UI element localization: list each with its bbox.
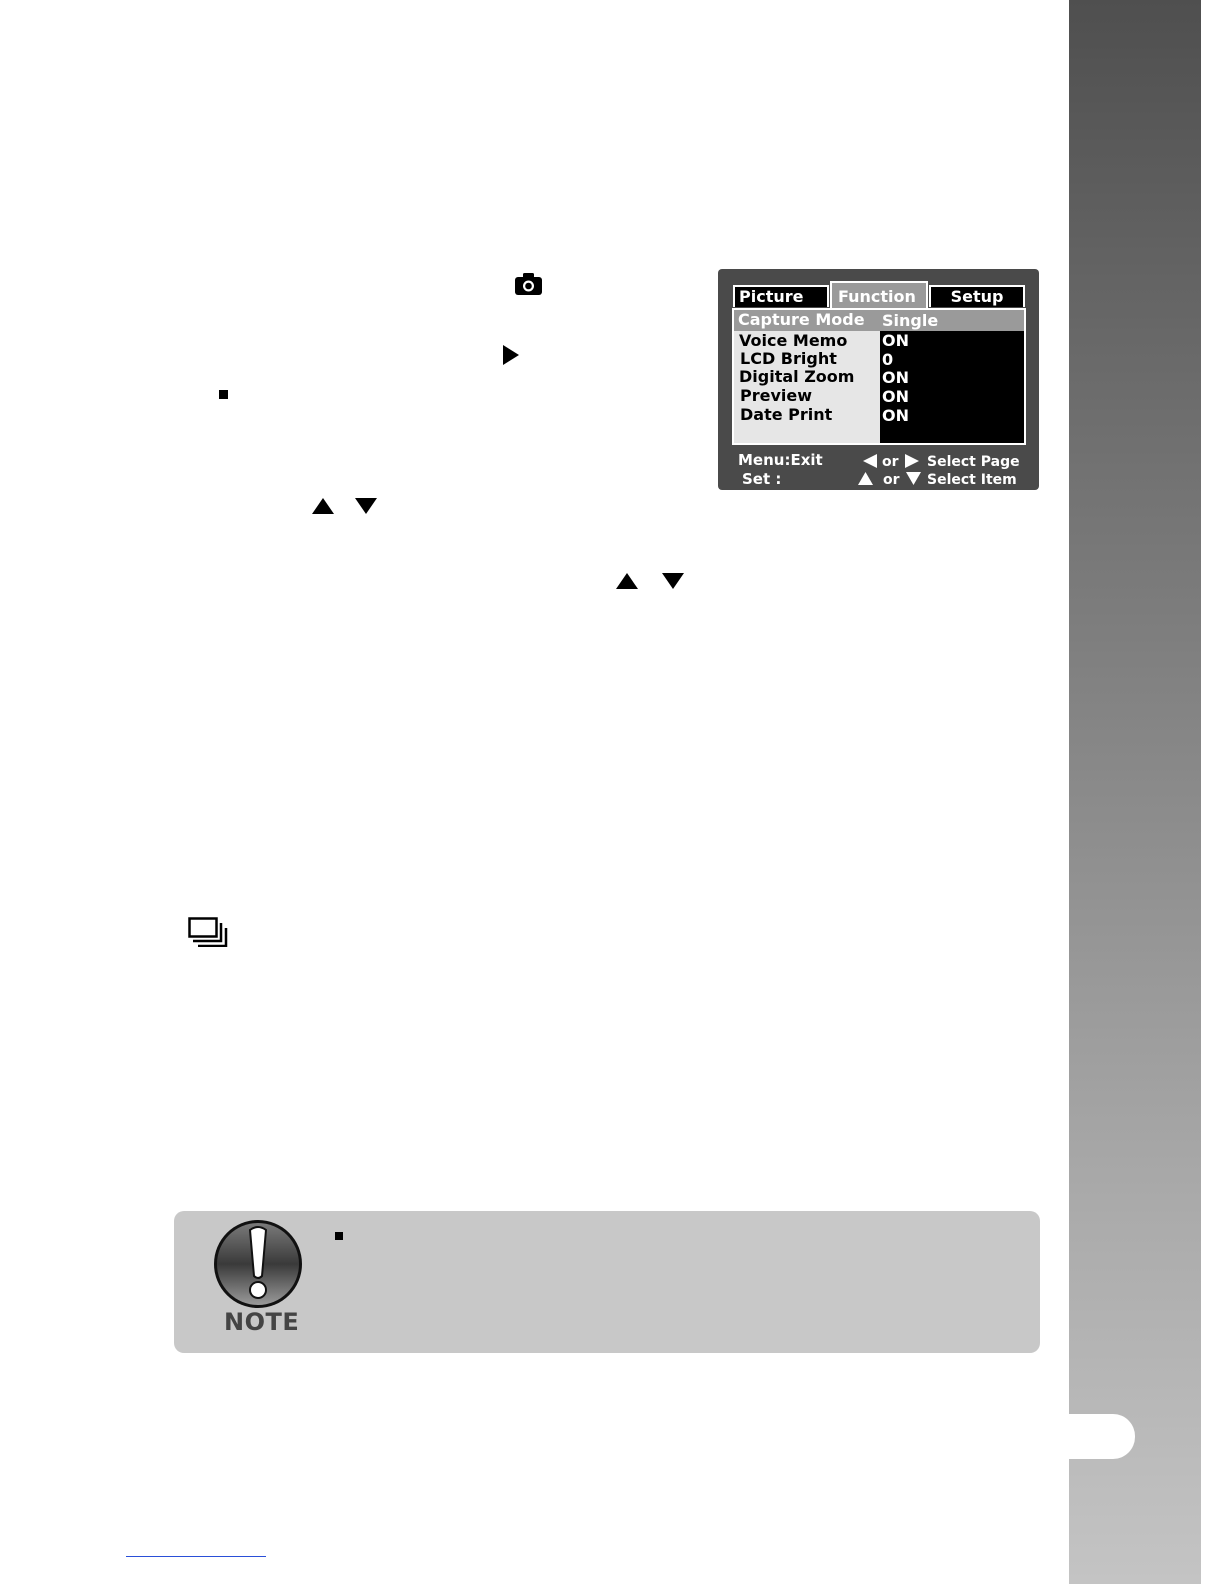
camera-icon [515, 273, 542, 295]
menu-item-value: ON [882, 331, 909, 350]
menu-item-value: ON [882, 368, 909, 387]
tab-function[interactable]: Function [830, 281, 928, 308]
menu-item-label[interactable]: LCD Bright [740, 349, 837, 368]
note-label: NOTE [224, 1308, 300, 1336]
select-page-hint: Select Page [927, 454, 1020, 470]
tab-picture[interactable]: Picture [733, 285, 829, 307]
note-box [174, 1211, 1040, 1353]
menu-exit-hint: Menu:Exit [738, 451, 823, 469]
select-item-hint: Select Item [927, 472, 1017, 488]
menu-item-value: ON [882, 406, 909, 425]
bullet-square [335, 1232, 343, 1240]
or-text: or [882, 454, 899, 470]
triangle-down-icon [906, 472, 921, 485]
or-text: or [883, 472, 900, 488]
page-number-tab [1069, 1414, 1135, 1459]
camera-menu-screen [718, 269, 1039, 490]
play-right-icon [503, 345, 519, 365]
menu-item-value: ON [882, 387, 909, 406]
menu-item-value: 0 [882, 350, 894, 369]
triangle-down-icon [355, 498, 377, 514]
chapter-sidebar [1069, 0, 1201, 1584]
menu-list [732, 308, 1026, 445]
continuous-shot-icon [188, 917, 228, 947]
tab-setup[interactable]: Setup [929, 285, 1025, 307]
triangle-down-icon [662, 573, 684, 589]
menu-item-label[interactable]: Voice Memo [739, 331, 848, 350]
triangle-up-icon [858, 472, 873, 485]
triangle-up-icon [616, 573, 638, 589]
footer-link-underline[interactable] [126, 1556, 266, 1557]
triangle-right-icon [905, 454, 919, 468]
bullet-square [219, 390, 228, 399]
triangle-left-icon [863, 454, 877, 468]
menu-item-label[interactable]: Digital Zoom [739, 367, 855, 386]
set-hint: Set : [742, 470, 782, 488]
menu-item-label[interactable]: Preview [740, 386, 813, 405]
menu-item-label[interactable]: Date Print [740, 405, 833, 424]
exclamation-note-icon [212, 1218, 304, 1310]
menu-item-value: Single [882, 311, 939, 330]
menu-item-label: Capture Mode [738, 310, 865, 329]
triangle-up-icon [312, 498, 334, 514]
